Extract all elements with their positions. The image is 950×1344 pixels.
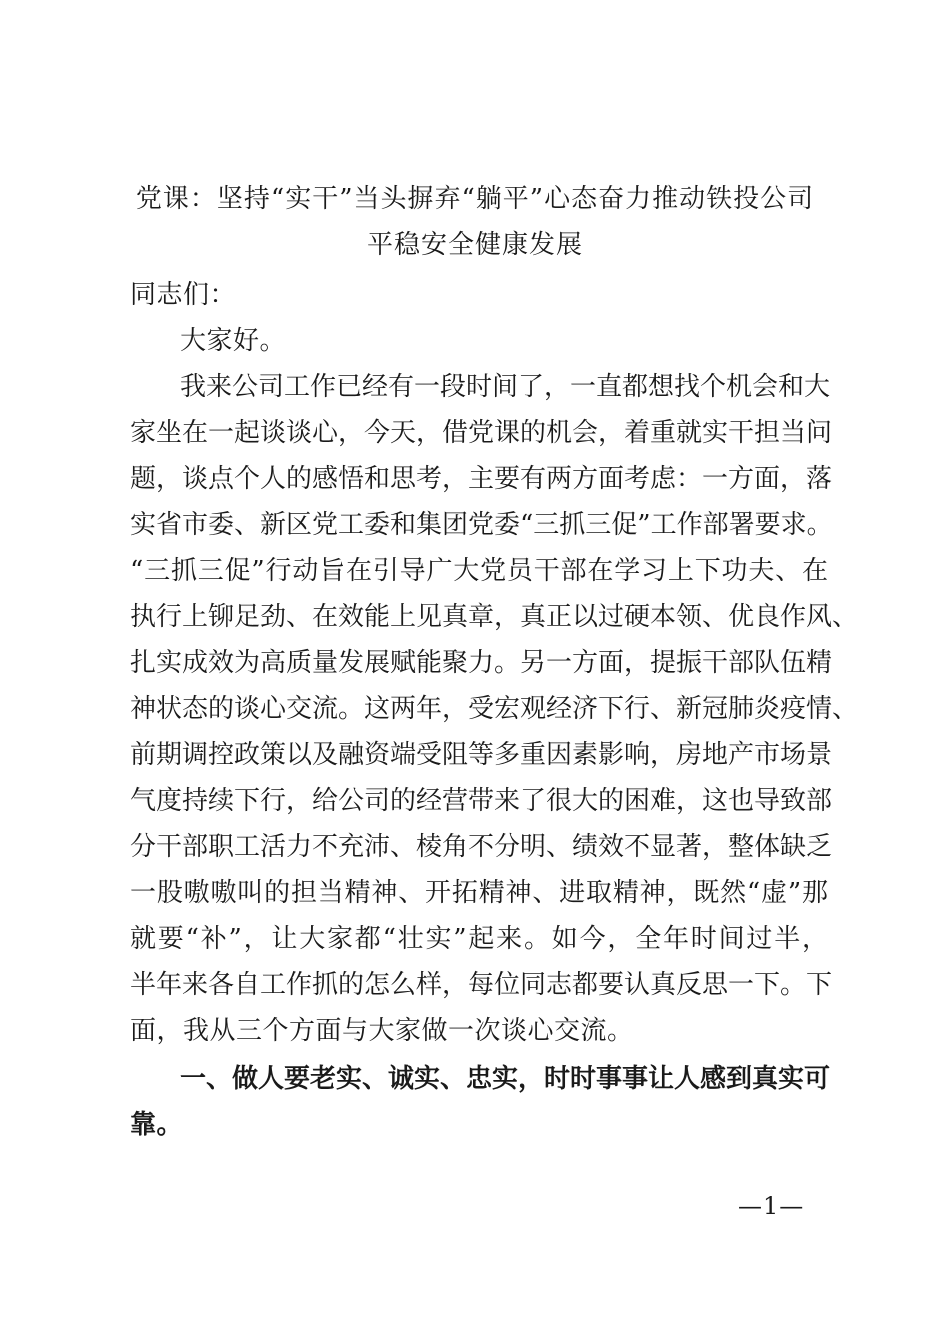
section-heading-line: 一、做人要老实、诚实、忠实，时时事事让人感到真实可 <box>180 1064 831 1094</box>
paragraph-line: 执行上铆足劲、在效能上见真章，真正以过硬本领、优良作风、 <box>130 602 859 632</box>
section-heading-line: 靠。 <box>130 1110 184 1140</box>
paragraph-line: 面，我从三个方面与大家做一次谈心交流。 <box>130 1016 634 1046</box>
greeting: 大家好。 <box>180 326 287 356</box>
salutation: 同志们： <box>130 280 237 310</box>
paragraph-line: 家坐在一起谈谈心，今天，借党课的机会，着重就实干担当问 <box>130 418 833 448</box>
paragraph-line: 题，谈点个人的感悟和思考，主要有两方面考虑：一方面，落 <box>130 464 833 494</box>
paragraph-line: 神状态的谈心交流。这两年，受宏观经济下行、新冠肺炎疫情、 <box>130 694 859 724</box>
paragraph-line: 前期调控政策以及融资端受阻等多重因素影响，房地产市场景 <box>130 740 833 770</box>
paragraph-line: 半年来各自工作抓的怎么样，每位同志都要认真反思一下。下 <box>130 970 833 1000</box>
document-title-line-1: 党课：坚持“实干”当头摒弃“躺平”心态奋力推动铁投公司 <box>135 184 815 214</box>
paragraph-line: 扎实成效为高质量发展赋能聚力。另一方面，提振干部队伍精 <box>130 648 833 678</box>
paragraph-line: 我来公司工作已经有一段时间了，一直都想找个机会和大 <box>180 372 831 402</box>
paragraph-line: 实省市委、新区党工委和集团党委“三抓三促”工作部署要求。 <box>130 510 833 540</box>
document-title-line-2: 平稳安全健康发展 <box>366 230 583 260</box>
paragraph-line: 气度持续下行，给公司的经营带来了很大的困难，这也导致部 <box>130 786 833 816</box>
paragraph-line: 分干部职工活力不充沛、棱角不分明、绩效不显著，整体缺乏 <box>130 832 833 862</box>
paragraph-line: 一股嗷嗷叫的担当精神、开拓精神、进取精神，既然“虚”那 <box>130 878 828 908</box>
paragraph-line: “三抓三促”行动旨在引导广大党员干部在学习上下功夫、在 <box>130 556 828 586</box>
page-number: —1— <box>738 1192 805 1220</box>
paragraph-line: 就要“补”，让大家都“壮实”起来。如今，全年时间过半， <box>130 924 828 954</box>
